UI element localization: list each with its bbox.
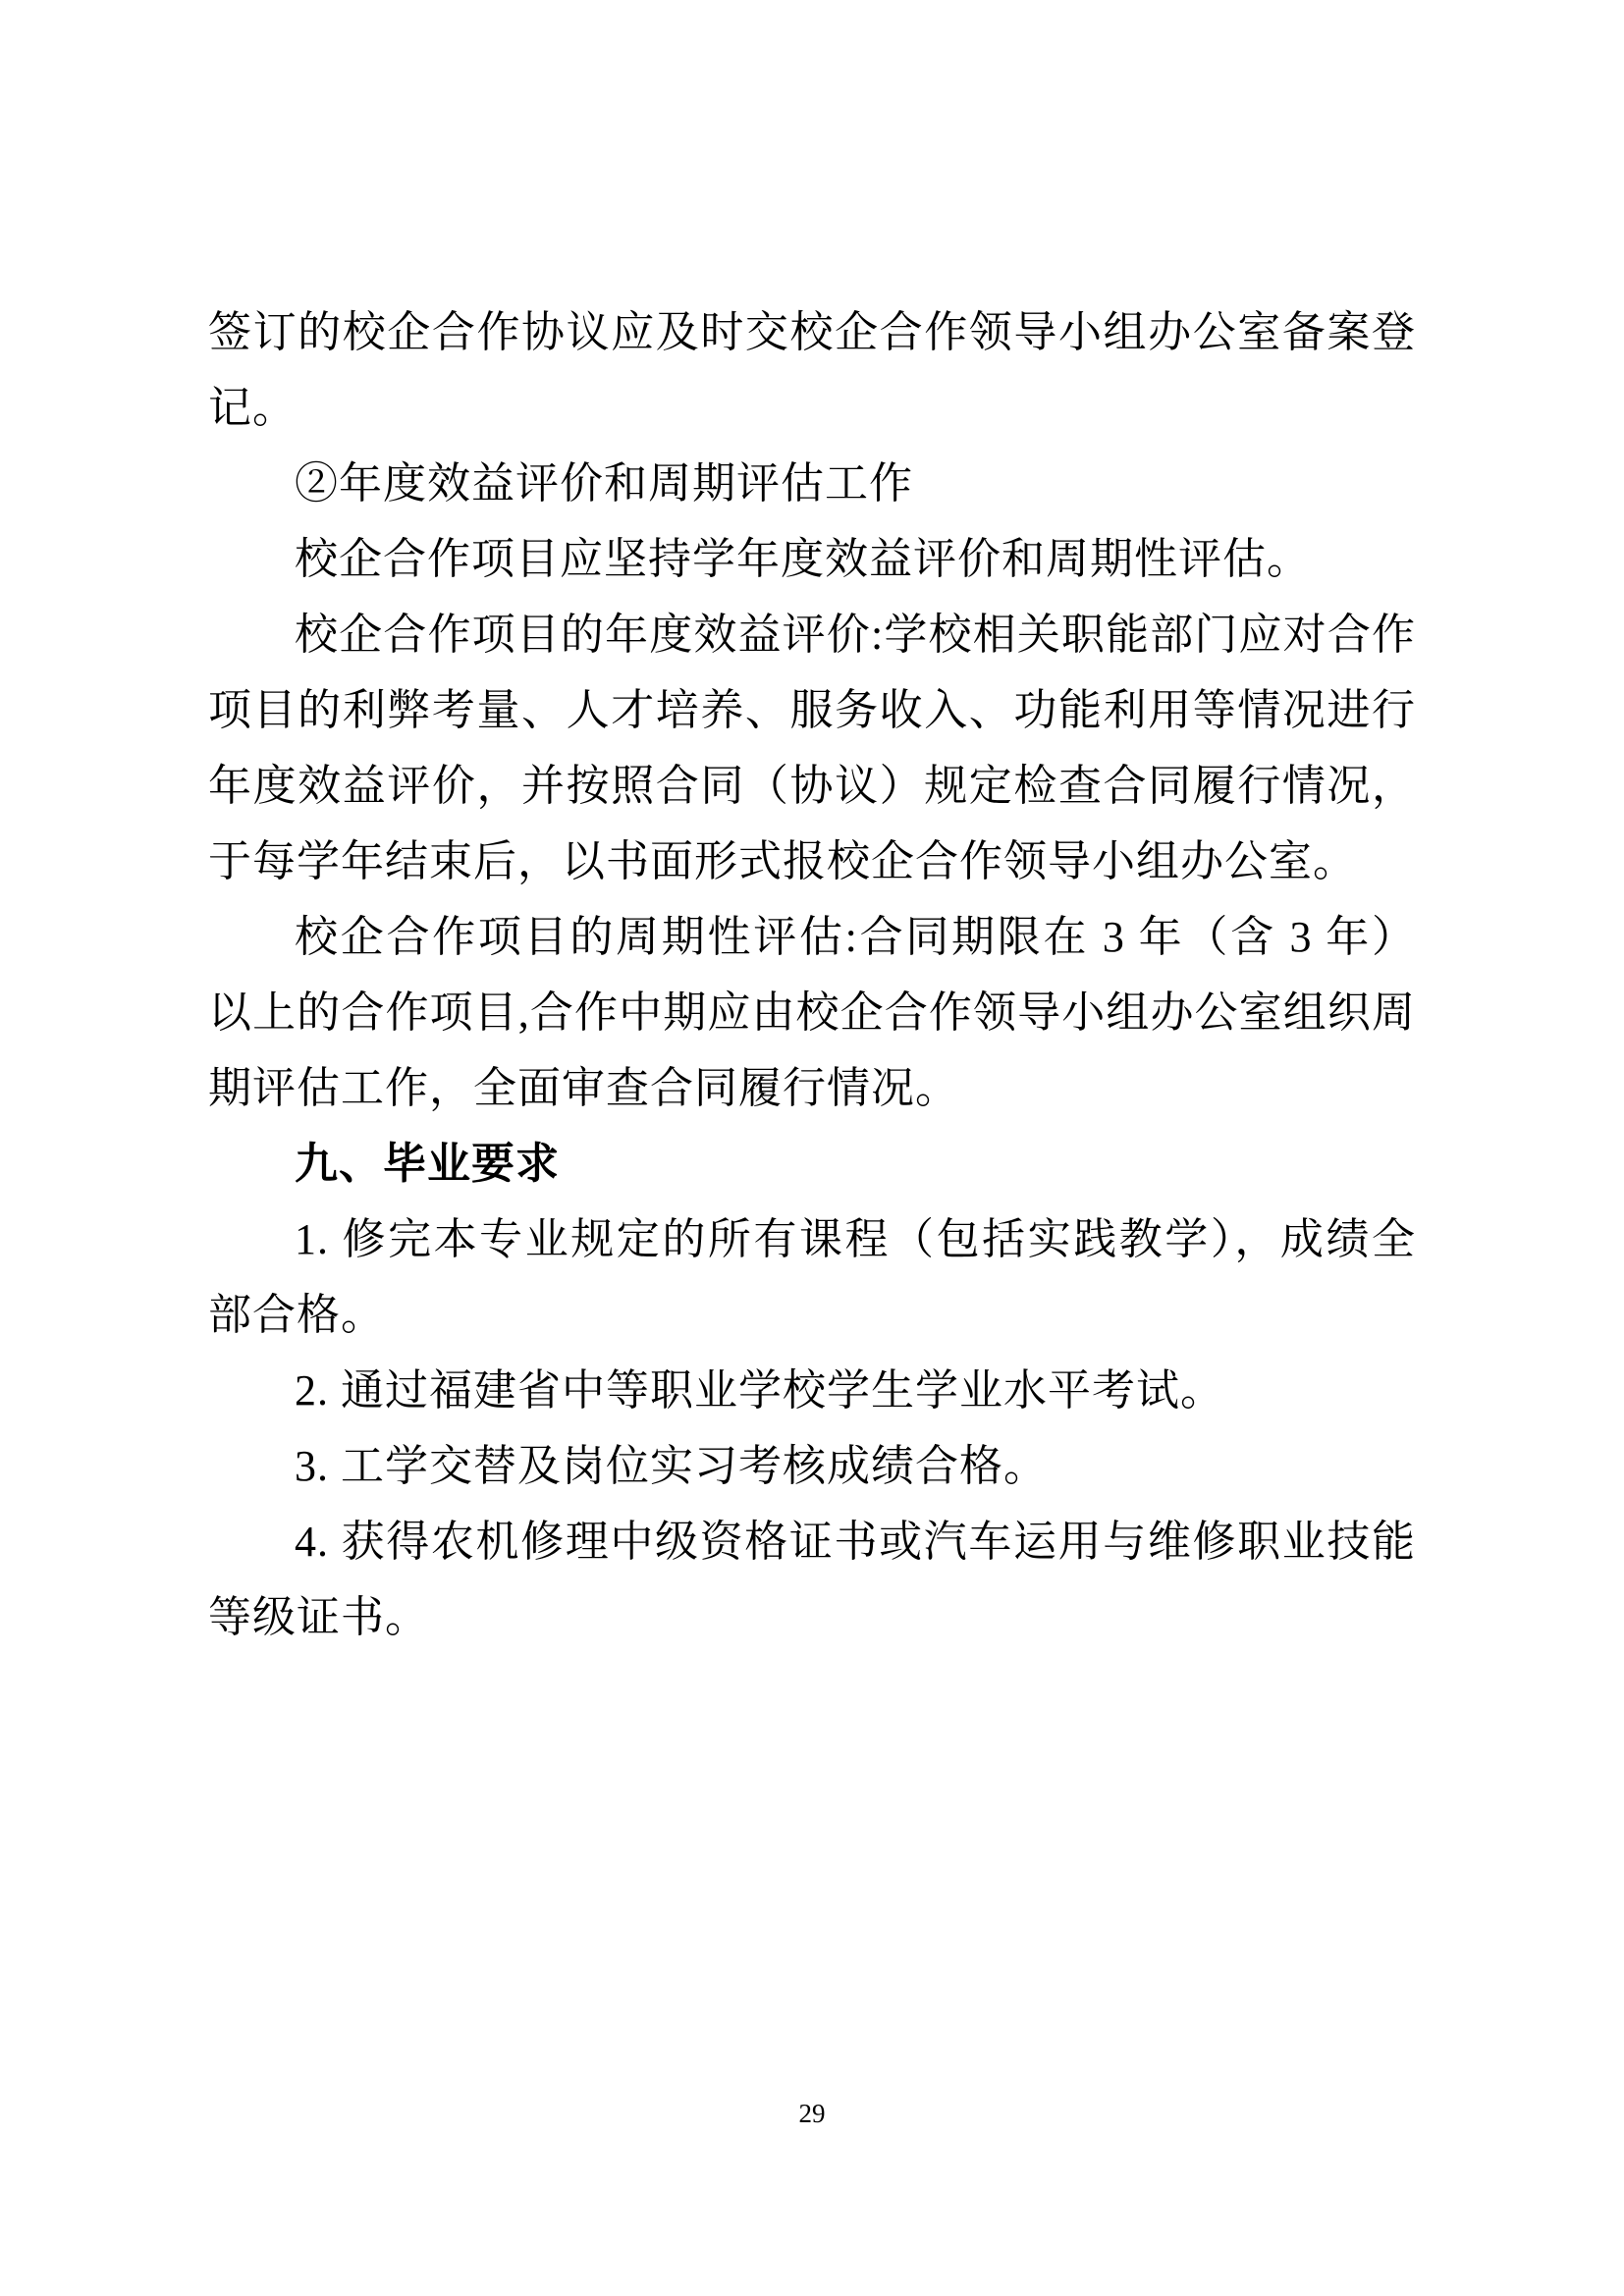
body-paragraph: 4. 获得农机修理中级资格证书或汽车运用与维修职业技能等级证书。 xyxy=(208,1518,1416,1641)
body-paragraph: 1. 修完本专业规定的所有课程（包括实践教学），成绩全部合格。 xyxy=(208,1215,1416,1339)
document-body xyxy=(208,294,1416,1655)
body-paragraph: 校企合作项目应坚持学年度效益评价和周期性评估。 xyxy=(295,535,1311,583)
body-paragraph: 3. 工学交替及岗位实习考核成绩合格。 xyxy=(295,1442,1048,1490)
body-paragraph: 2. 通过福建省中等职业学校学生学业水平考试。 xyxy=(295,1366,1224,1415)
body-paragraph: 校企合作项目的年度效益评价:学校相关职能部门应对合作项目的利弊考量、人才培养、服务收入、功能利用等情况进行年度效益评价，并按照合同（协议）规定检查合同履行情况，于每学年结束后，以书面形式报校企合作领导小组办公室。 xyxy=(208,611,1416,885)
body-paragraph: ②年度效益评价和周期评估工作 xyxy=(295,459,913,507)
section-heading: 九、毕业要求 xyxy=(295,1140,560,1188)
page-number: 29 xyxy=(798,2099,826,2128)
body-paragraph: 校企合作项目的周期性评估:合同期限在 3 年（含 3 年）以上的合作项目,合作中期应由校企合作领导小组办公室组织周期评估工作，全面审查合同履行情况。 xyxy=(208,913,1416,1112)
body-paragraph: 签订的校企合作协议应及时交校企合作领导小组办公室备案登记。 xyxy=(208,308,1416,432)
